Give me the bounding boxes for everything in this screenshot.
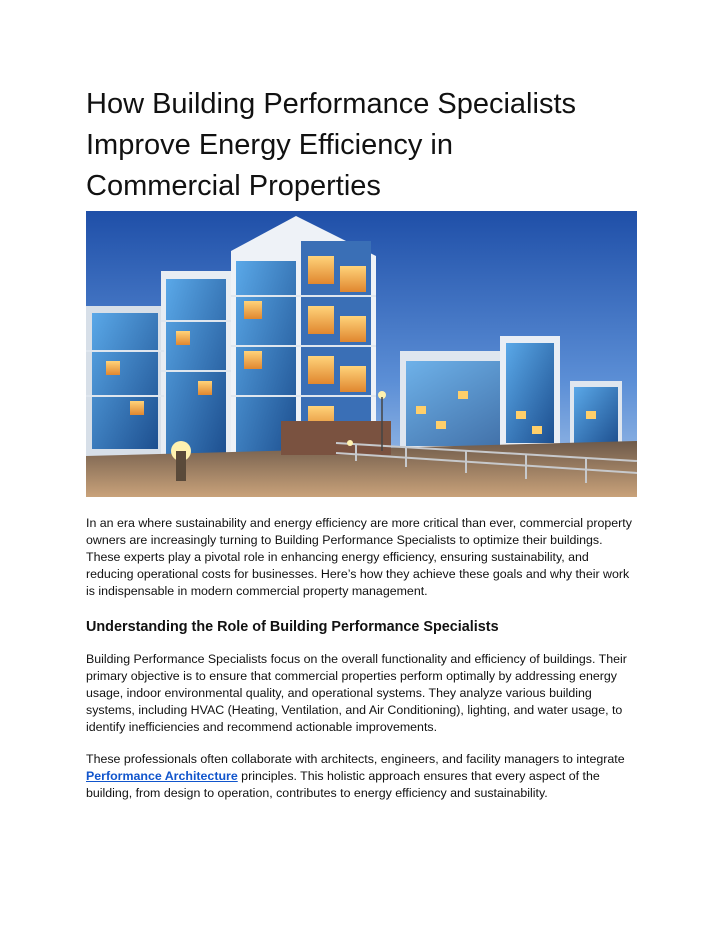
title-line-3: Commercial Properties — [86, 170, 381, 202]
hero-image — [86, 211, 637, 497]
section-paragraph-2 — [86, 751, 638, 802]
title-line-1: How Building Performance Specialists — [86, 88, 576, 120]
intro-paragraph: In an era where sustainability and energy efficiency are more critical than ever, commercial property owners are increasingly turning to Building Performance Specialists to optimize their buildings. These experts play a pivotal role in enhancing energy efficiency, ensuring sustainability, and reducing operational costs for businesses. Here’s how they achieve these goals and why their work is indispensable in modern commercial property management. — [86, 516, 632, 598]
performance-architecture-link[interactable]: Performance Architecture — [86, 769, 238, 783]
paragraph-text-after-link: principles. This holistic approach ensures that every aspect of the building, from design to operation, contributes to energy efficiency and sustainability. — [86, 769, 600, 800]
section-paragraph-1: Building Performance Specialists focus on the overall functionality and efficiency of buildings. Their primary objective is to ensure that commercial properties perform optimally by addressing energy usage, indoor environmental quality, and operational systems. They analyze various building systems, including HVAC (Heating, Ventilation, and Air Conditioning), lighting, and water usage, to identify inefficiencies and recommend actionable improvements. — [86, 652, 627, 734]
page-title — [86, 84, 646, 207]
paragraph-text-before-link: These professionals often collaborate with architects, engineers, and facility managers to integrate — [86, 752, 625, 766]
section-heading: Understanding the Role of Building Performance Specialists — [86, 619, 499, 635]
title-line-2: Improve Energy Efficiency in — [86, 129, 453, 161]
